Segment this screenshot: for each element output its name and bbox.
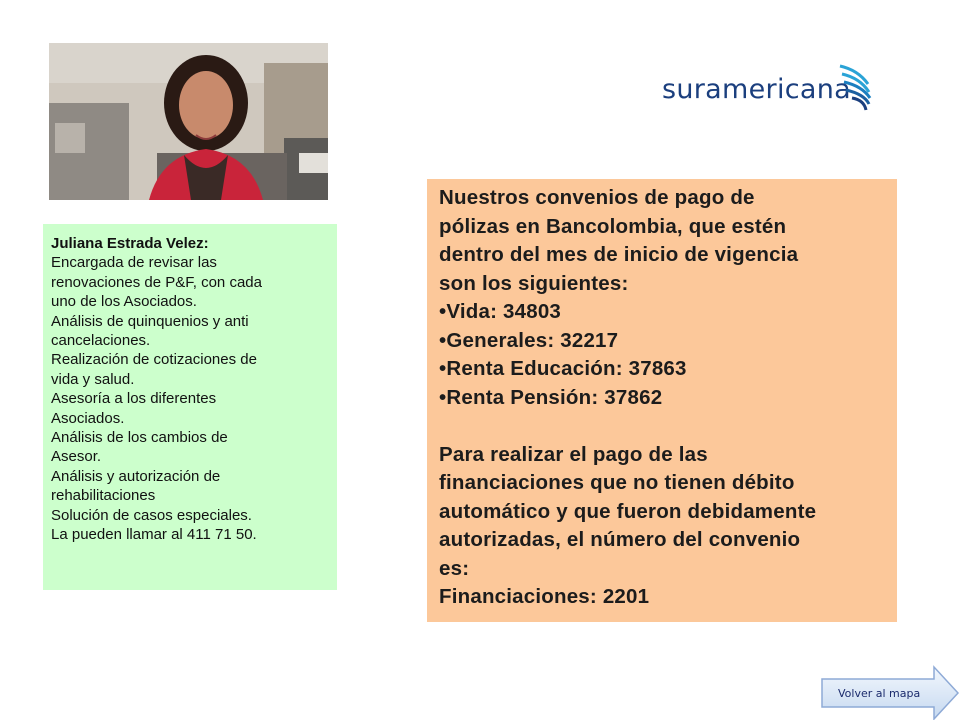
- profile-line: Realización de cotizaciones de: [51, 351, 257, 369]
- paragraph-line: automático y que fueron debidamente: [439, 499, 817, 523]
- photo-image: [49, 43, 328, 200]
- back-to-map-button[interactable]: [820, 665, 960, 720]
- profile-photo: [49, 43, 328, 200]
- profile-description-box: [43, 224, 337, 590]
- intro-line: son los siguientes:: [439, 271, 629, 295]
- spacer: [439, 412, 889, 441]
- profile-line: Solución de casos especiales.: [51, 506, 252, 524]
- intro-line: pólizas en Bancolombia, que estén: [439, 214, 787, 238]
- suramericana-logo: [660, 64, 880, 120]
- paragraph-line: Para realizar el pago de las: [439, 442, 708, 466]
- intro-line: Nuestros convenios de pago de: [439, 186, 755, 209]
- agreement-item-renta-pension: •Renta Pensión: 37862: [439, 385, 663, 409]
- payment-agreements-box: [427, 179, 897, 622]
- profile-line: Asesor.: [51, 448, 102, 466]
- wing-icon: [838, 64, 874, 120]
- paragraph-line: autorizadas, el número del convenio: [439, 528, 801, 551]
- profile-line: rehabilitaciones: [51, 487, 156, 505]
- profile-line: cancelaciones.: [51, 332, 151, 350]
- profile-line: renovaciones de P&F, con cada: [51, 273, 262, 291]
- profile-line: Análisis de quinquenios y anti: [51, 312, 249, 330]
- profile-line: Análisis de los cambios de: [51, 429, 228, 447]
- paragraph-line: financiaciones que no tienen débito: [439, 471, 795, 494]
- profile-line: Análisis y autorización de: [51, 467, 221, 485]
- agreement-item-generales: •Generales: 32217: [439, 328, 619, 352]
- profile-line: Encargada de revisar las: [51, 254, 217, 272]
- profile-line: La pueden llamar al 411 71 50.: [51, 526, 257, 544]
- agreement-item-vida: •Vida: 34803: [439, 300, 562, 323]
- back-to-map-label: Volver al mapa: [838, 687, 921, 700]
- agreement-item-renta-educacion: •Renta Educación: 37863: [439, 357, 687, 380]
- financiaciones-line: Financiaciones: 2201: [439, 585, 650, 608]
- profile-line: Asociados.: [51, 409, 125, 427]
- profile-name: Juliana Estrada Velez:: [51, 235, 209, 252]
- profile-line: vida y salud.: [51, 370, 135, 388]
- logo-text: suramericana: [662, 74, 851, 105]
- profile-line: uno de los Asociados.: [51, 293, 197, 311]
- paragraph-line: es:: [439, 556, 470, 580]
- profile-line: Asesoría a los diferentes: [51, 390, 217, 408]
- intro-line: dentro del mes de inicio de vigencia: [439, 243, 799, 266]
